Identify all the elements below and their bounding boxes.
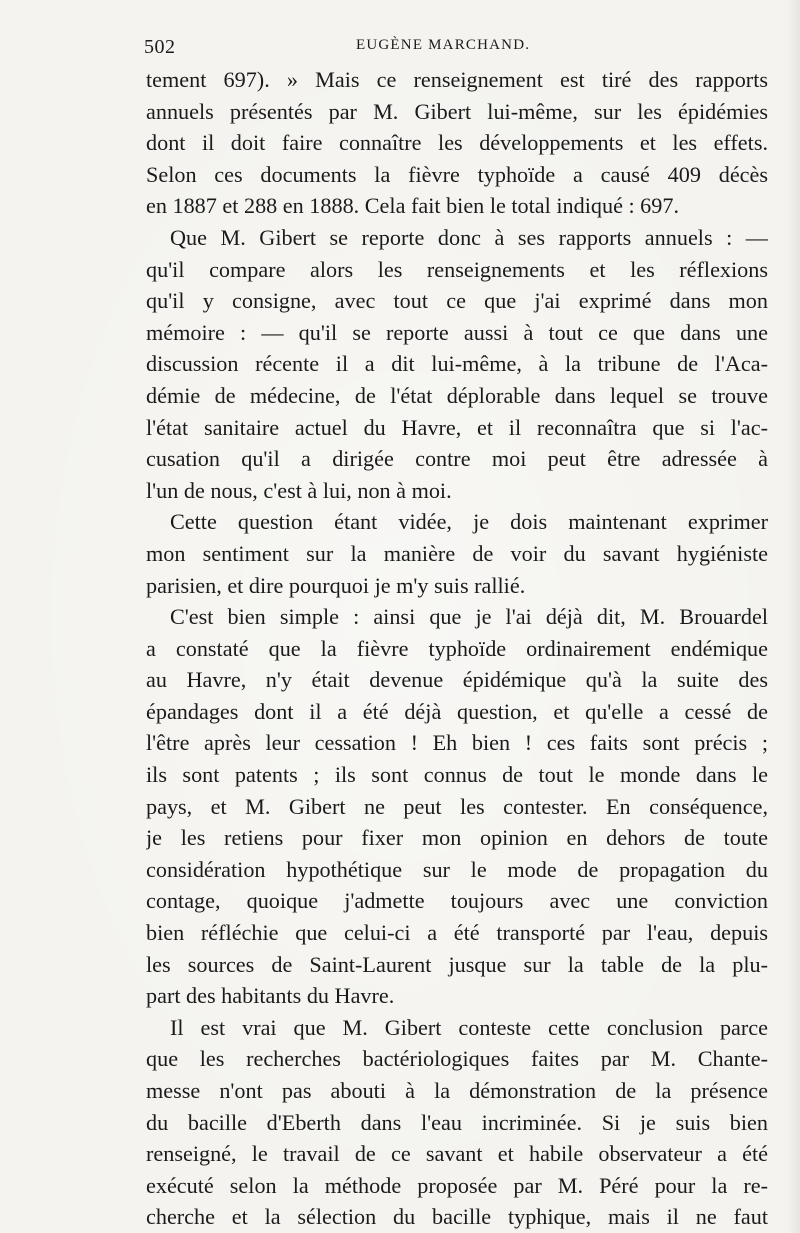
text-line: pays, et M. Gibert ne peut les contester. En conséquence, — [146, 793, 768, 819]
text-line: mémoire : — qu'il se reporte aussi à tout ce que dans une — [146, 319, 768, 345]
text-line: part des habitants du Havre. — [146, 983, 395, 1009]
page-number: 502 — [144, 36, 176, 58]
text-line: tement 697). » Mais ce renseignement est tiré des rapports — [146, 67, 768, 92]
paragraph-first-line: Il est vrai que M. Gibert conteste cette conclusion parce — [170, 1014, 768, 1040]
text-line: cherche et la sélection du bacille typhique, mais il ne faut — [146, 1204, 768, 1230]
text-line: cusation qu'il a dirigée contre moi peut être adressée à — [146, 446, 768, 472]
text-line: les sources de Saint-Laurent jusque sur la table de la plu- — [146, 951, 768, 977]
text-line: dont il doit faire connaître les développements et les effets. — [146, 130, 768, 156]
text-line: que les recherches bactériologiques faites par M. Chante- — [146, 1046, 768, 1072]
text-line: contage, quoique j'admette toujours avec une conviction — [146, 888, 768, 914]
text-line: au Havre, n'y était devenue épidémique qu'à la suite des — [146, 667, 768, 693]
text-line: l'un de nous, c'est à lui, non à moi. — [146, 477, 452, 503]
text-line: bien réfléchie que celui-ci a été transporté par l'eau, depuis — [146, 920, 768, 946]
running-head: EUGÈNE MARCHAND. — [356, 37, 531, 53]
text-line: exécuté selon la méthode proposée par M. Péré pour la re- — [146, 1172, 768, 1198]
paragraph-first-line: C'est bien simple : ainsi que je l'ai déjà dit, M. Brouardel — [170, 604, 768, 630]
text-line: qu'il compare alors les renseignements et les réflexions — [146, 256, 768, 282]
text-line: mon sentiment sur la manière de voir du savant hygiéniste — [146, 540, 768, 566]
paragraph-first-line: Que M. Gibert se reporte donc à ses rapports annuels : — — [170, 224, 768, 250]
text-line: a constaté que la fièvre typhoïde ordinairement endémique — [146, 635, 768, 661]
page-edge-shadow — [786, 0, 800, 1233]
text-line: renseigné, le travail de ce savant et habile observateur a été — [146, 1141, 768, 1167]
text-line: parisien, et dire pourquoi je m'y suis rallié. — [146, 572, 526, 598]
text-line: discussion récente il a dit lui-même, à la tribune de l'Aca- — [146, 351, 768, 377]
text-line: l'état sanitaire actuel du Havre, et il reconnaîtra que si l'ac- — [146, 414, 768, 440]
page-header — [144, 36, 744, 58]
text-line: qu'il y consigne, avec tout ce que j'ai exprimé dans mon — [146, 288, 768, 314]
body-text — [146, 64, 768, 1233]
text-line: Selon ces documents la fièvre typhoïde a causé 409 décès — [146, 161, 768, 187]
paragraph-first-line: Cette question étant vidée, je dois maintenant exprimer — [170, 509, 768, 535]
text-line: démie de médecine, de l'état déplorable dans lequel se trouve — [146, 382, 768, 408]
text-line: épandages dont il a été déjà question, et qu'elle a cessé de — [146, 698, 768, 724]
text-line: annuels présentés par M. Gibert lui-même, sur les épidémies — [146, 98, 768, 124]
text-line: du bacille d'Eberth dans l'eau incriminée. Si je suis bien — [146, 1109, 768, 1135]
text-line: je les retiens pour fixer mon opinion en dehors de toute — [146, 825, 768, 851]
text-line: l'être après leur cessation ! Eh bien ! ces faits sont précis ; — [146, 730, 768, 756]
text-line: en 1887 et 288 en 1888. Cela fait bien le total indiqué : 697. — [146, 193, 679, 219]
text-line: considération hypothétique sur le mode de propagation du — [146, 856, 768, 882]
text-line: messe n'ont pas abouti à la démonstration de la présence — [146, 1078, 768, 1103]
text-line: ils sont patents ; ils sont connus de tout le monde dans le — [146, 762, 768, 788]
